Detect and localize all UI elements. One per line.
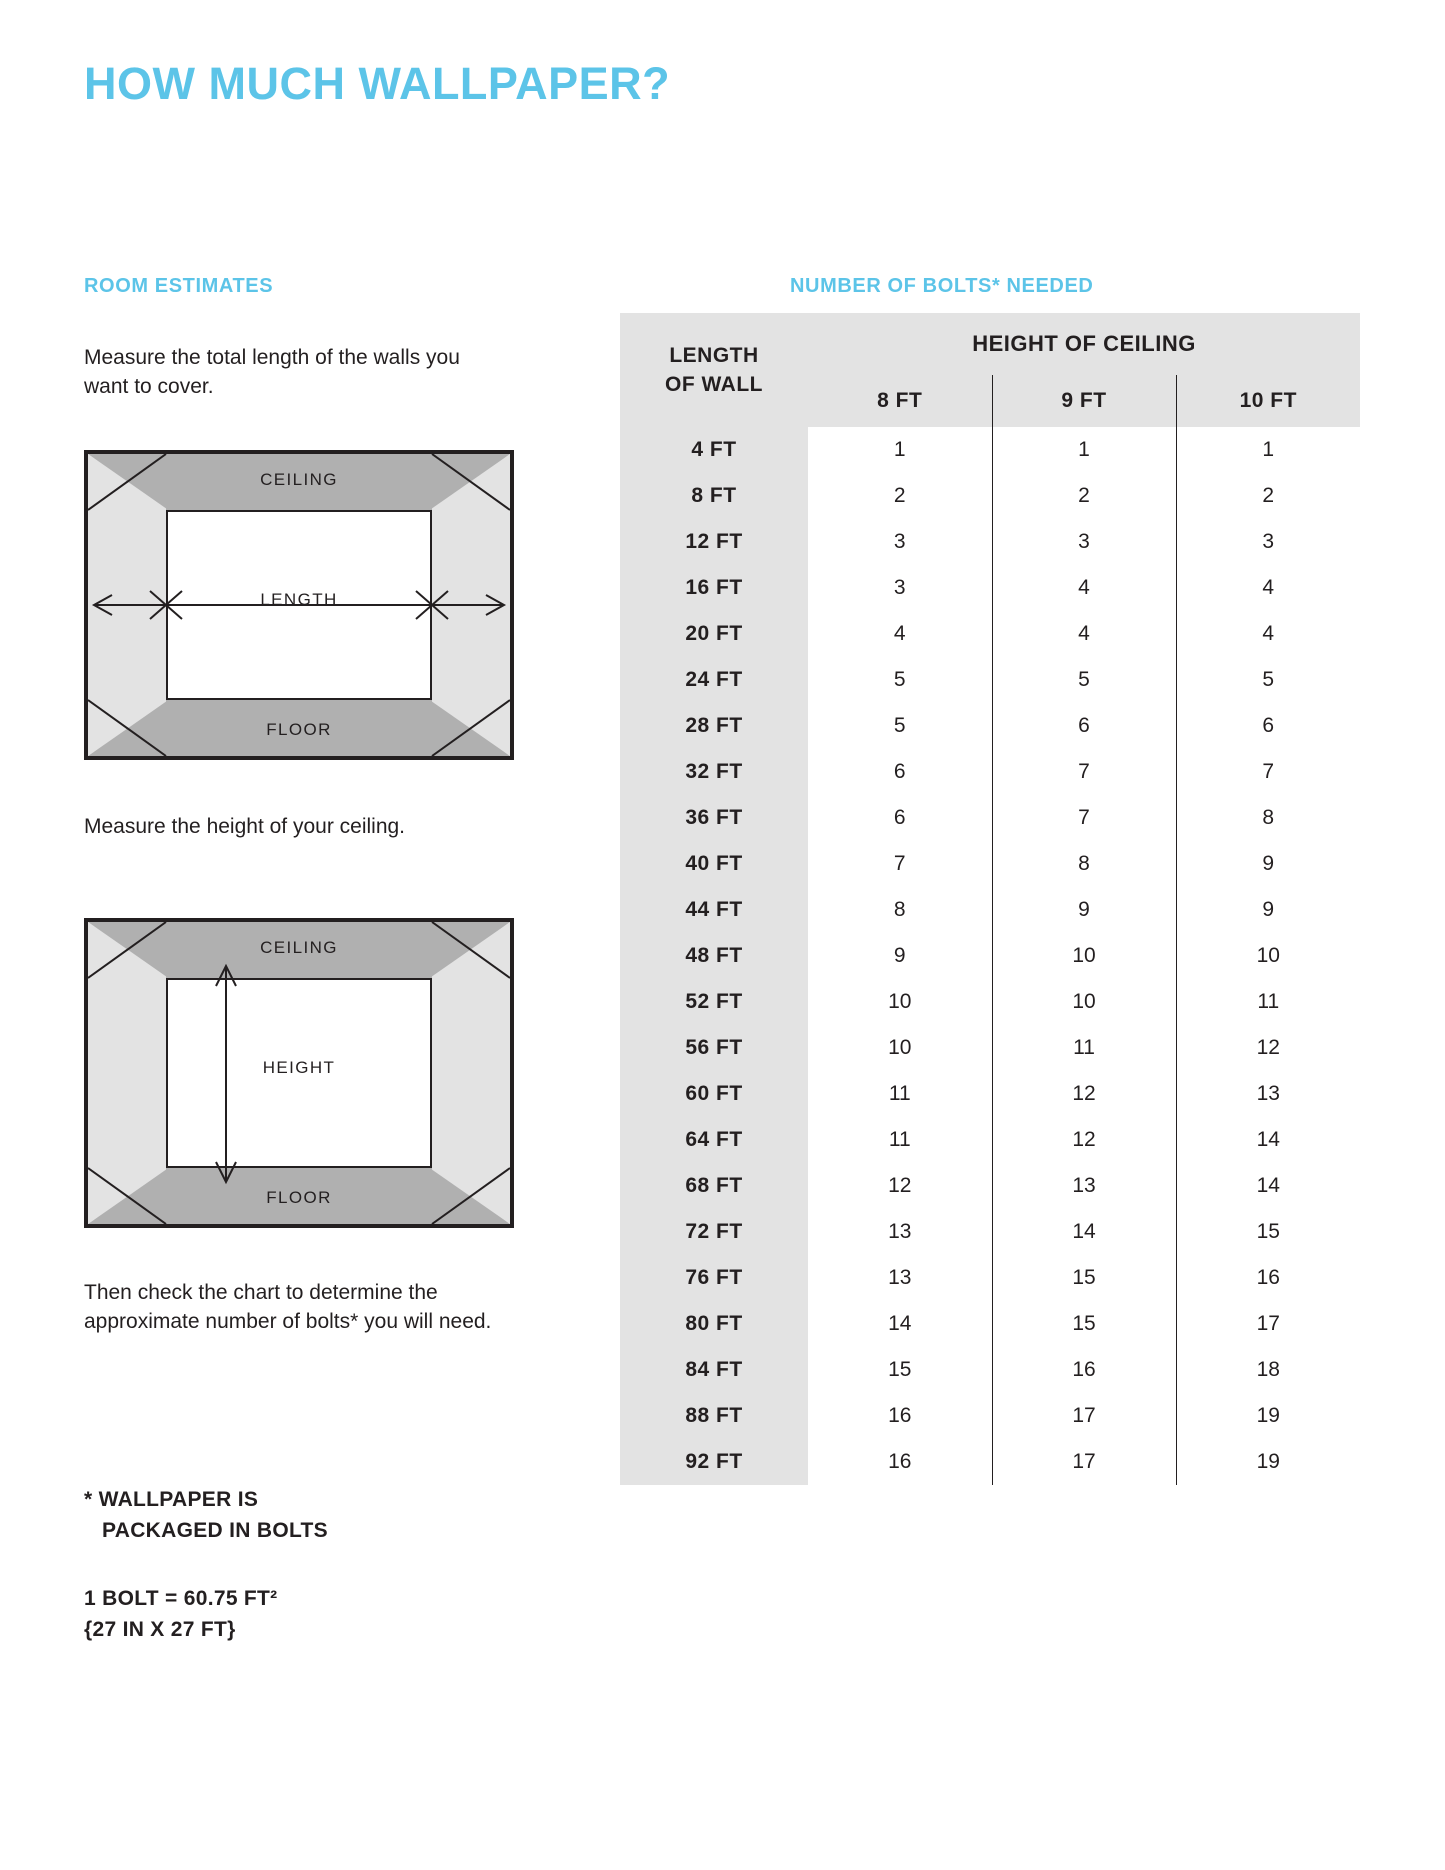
header-col-10ft: 10 FT <box>1176 375 1360 427</box>
cell-bolts-10ft: 13 <box>1176 1071 1360 1117</box>
cell-bolts-10ft: 3 <box>1176 519 1360 565</box>
table-row <box>620 795 1360 841</box>
cell-length-of-wall: 76 FT <box>620 1255 808 1301</box>
header-length-of-wall <box>620 313 808 427</box>
cell-bolts-9ft: 4 <box>992 611 1176 657</box>
cell-length-of-wall: 36 FT <box>620 795 808 841</box>
diagram-label-height: HEIGHT <box>262 1058 336 1077</box>
cell-bolts-9ft: 12 <box>992 1117 1176 1163</box>
table-head <box>620 313 1360 427</box>
cell-length-of-wall: 68 FT <box>620 1163 808 1209</box>
instruction-check-chart: Then check the chart to determine the approximate number of bolts* you will need. <box>84 1281 492 1333</box>
cell-bolts-10ft: 11 <box>1176 979 1360 1025</box>
table-row <box>620 473 1360 519</box>
table-row <box>620 887 1360 933</box>
cell-bolts-8ft: 11 <box>808 1117 992 1163</box>
cell-bolts-9ft: 7 <box>992 749 1176 795</box>
cell-bolts-8ft: 16 <box>808 1439 992 1485</box>
cell-length-of-wall: 72 FT <box>620 1209 808 1255</box>
cell-bolts-9ft: 7 <box>992 795 1176 841</box>
cell-length-of-wall: 28 FT <box>620 703 808 749</box>
diagram-label-ceiling: CEILING <box>260 938 338 957</box>
diagram-label-floor: FLOOR <box>266 720 332 739</box>
cell-length-of-wall: 88 FT <box>620 1393 808 1439</box>
table-row <box>620 703 1360 749</box>
instruction-measure-height: Measure the height of your ceiling. <box>84 815 406 838</box>
cell-bolts-8ft: 7 <box>808 841 992 887</box>
cell-bolts-10ft: 14 <box>1176 1163 1360 1209</box>
cell-bolts-10ft: 17 <box>1176 1301 1360 1347</box>
room-diagram-length <box>84 450 514 760</box>
footnote-bolt-size <box>84 1583 484 1645</box>
table-row <box>620 519 1360 565</box>
cell-length-of-wall: 60 FT <box>620 1071 808 1117</box>
table-row <box>620 1439 1360 1485</box>
cell-bolts-8ft: 1 <box>808 427 992 473</box>
cell-length-of-wall: 92 FT <box>620 1439 808 1485</box>
table-row <box>620 1255 1360 1301</box>
cell-length-of-wall: 56 FT <box>620 1025 808 1071</box>
cell-bolts-10ft: 19 <box>1176 1439 1360 1485</box>
cell-bolts-8ft: 4 <box>808 611 992 657</box>
cell-length-of-wall: 44 FT <box>620 887 808 933</box>
cell-bolts-9ft: 10 <box>992 933 1176 979</box>
cell-length-of-wall: 4 FT <box>620 427 808 473</box>
table-row <box>620 1117 1360 1163</box>
table-body <box>620 427 1360 1485</box>
room-diagram-height <box>84 918 514 1228</box>
cell-bolts-9ft: 17 <box>992 1439 1176 1485</box>
cell-bolts-10ft: 8 <box>1176 795 1360 841</box>
instruction-measure-length: Measure the total length of the walls you want to cover. <box>84 346 460 398</box>
header-height-of-ceiling: HEIGHT OF CEILING <box>808 313 1360 375</box>
cell-bolts-9ft: 15 <box>992 1301 1176 1347</box>
footnote-line-2: PACKAGED IN BOLTS <box>102 1519 328 1542</box>
cell-bolts-9ft: 12 <box>992 1071 1176 1117</box>
cell-bolts-8ft: 10 <box>808 979 992 1025</box>
cell-bolts-10ft: 1 <box>1176 427 1360 473</box>
bolts-table-container <box>620 313 1360 1485</box>
cell-bolts-8ft: 15 <box>808 1347 992 1393</box>
cell-bolts-8ft: 14 <box>808 1301 992 1347</box>
table-header-row-group <box>620 313 1360 375</box>
cell-bolts-9ft: 4 <box>992 565 1176 611</box>
page-title: HOW MUCH WALLPAPER? <box>84 58 671 109</box>
table-row <box>620 1347 1360 1393</box>
cell-bolts-10ft: 9 <box>1176 887 1360 933</box>
cell-bolts-9ft: 13 <box>992 1163 1176 1209</box>
table-row <box>620 1163 1360 1209</box>
cell-length-of-wall: 8 FT <box>620 473 808 519</box>
table-row <box>620 979 1360 1025</box>
cell-bolts-9ft: 8 <box>992 841 1176 887</box>
cell-bolts-9ft: 11 <box>992 1025 1176 1071</box>
cell-bolts-9ft: 1 <box>992 427 1176 473</box>
diagram-label-ceiling: CEILING <box>260 470 338 489</box>
cell-bolts-9ft: 9 <box>992 887 1176 933</box>
cell-length-of-wall: 12 FT <box>620 519 808 565</box>
cell-length-of-wall: 32 FT <box>620 749 808 795</box>
table-row <box>620 1209 1360 1255</box>
cell-length-of-wall: 24 FT <box>620 657 808 703</box>
room-estimates-heading: ROOM ESTIMATES <box>84 275 274 297</box>
table-row <box>620 611 1360 657</box>
cell-bolts-8ft: 10 <box>808 1025 992 1071</box>
footnote-line-3: 1 BOLT = 60.75 FT² <box>84 1587 278 1610</box>
cell-bolts-8ft: 8 <box>808 887 992 933</box>
cell-bolts-8ft: 12 <box>808 1163 992 1209</box>
header-length-line2: OF WALL <box>665 373 763 396</box>
cell-bolts-9ft: 3 <box>992 519 1176 565</box>
table-row <box>620 427 1360 473</box>
bolts-table <box>620 313 1360 1485</box>
table-row <box>620 1301 1360 1347</box>
cell-length-of-wall: 84 FT <box>620 1347 808 1393</box>
table-row <box>620 749 1360 795</box>
cell-bolts-10ft: 16 <box>1176 1255 1360 1301</box>
cell-bolts-10ft: 4 <box>1176 565 1360 611</box>
cell-bolts-8ft: 13 <box>808 1209 992 1255</box>
diagram-label-length: LENGTH <box>260 590 338 609</box>
cell-bolts-9ft: 14 <box>992 1209 1176 1255</box>
cell-length-of-wall: 64 FT <box>620 1117 808 1163</box>
bolts-table-heading: NUMBER OF BOLTS* NEEDED <box>790 275 1094 297</box>
cell-bolts-9ft: 16 <box>992 1347 1176 1393</box>
cell-bolts-8ft: 6 <box>808 749 992 795</box>
cell-bolts-10ft: 10 <box>1176 933 1360 979</box>
cell-bolts-8ft: 2 <box>808 473 992 519</box>
cell-bolts-9ft: 10 <box>992 979 1176 1025</box>
table-row <box>620 657 1360 703</box>
header-length-line1: LENGTH <box>669 344 759 367</box>
cell-bolts-9ft: 17 <box>992 1393 1176 1439</box>
cell-bolts-10ft: 2 <box>1176 473 1360 519</box>
cell-bolts-9ft: 15 <box>992 1255 1176 1301</box>
cell-bolts-10ft: 18 <box>1176 1347 1360 1393</box>
cell-bolts-8ft: 9 <box>808 933 992 979</box>
cell-bolts-10ft: 5 <box>1176 657 1360 703</box>
footnote-line-4: {27 IN X 27 FT} <box>84 1618 236 1641</box>
table-row <box>620 1393 1360 1439</box>
cell-bolts-8ft: 16 <box>808 1393 992 1439</box>
cell-bolts-10ft: 19 <box>1176 1393 1360 1439</box>
cell-bolts-8ft: 3 <box>808 565 992 611</box>
cell-bolts-10ft: 15 <box>1176 1209 1360 1255</box>
cell-bolts-8ft: 5 <box>808 703 992 749</box>
table-row <box>620 565 1360 611</box>
cell-length-of-wall: 80 FT <box>620 1301 808 1347</box>
cell-bolts-10ft: 12 <box>1176 1025 1360 1071</box>
cell-length-of-wall: 48 FT <box>620 933 808 979</box>
cell-bolts-8ft: 6 <box>808 795 992 841</box>
cell-bolts-10ft: 7 <box>1176 749 1360 795</box>
cell-bolts-10ft: 6 <box>1176 703 1360 749</box>
header-col-9ft: 9 FT <box>992 375 1176 427</box>
cell-bolts-10ft: 9 <box>1176 841 1360 887</box>
cell-length-of-wall: 16 FT <box>620 565 808 611</box>
table-row <box>620 1025 1360 1071</box>
cell-bolts-9ft: 5 <box>992 657 1176 703</box>
cell-bolts-10ft: 14 <box>1176 1117 1360 1163</box>
cell-bolts-8ft: 11 <box>808 1071 992 1117</box>
cell-length-of-wall: 52 FT <box>620 979 808 1025</box>
cell-length-of-wall: 20 FT <box>620 611 808 657</box>
cell-bolts-8ft: 3 <box>808 519 992 565</box>
cell-bolts-10ft: 4 <box>1176 611 1360 657</box>
cell-bolts-8ft: 5 <box>808 657 992 703</box>
cell-bolts-9ft: 2 <box>992 473 1176 519</box>
diagram-label-floor: FLOOR <box>266 1188 332 1207</box>
footnote-line-1: * WALLPAPER IS <box>84 1488 259 1511</box>
cell-bolts-8ft: 13 <box>808 1255 992 1301</box>
cell-length-of-wall: 40 FT <box>620 841 808 887</box>
cell-bolts-9ft: 6 <box>992 703 1176 749</box>
table-row <box>620 1071 1360 1117</box>
footnote-packaging <box>84 1484 484 1546</box>
table-row <box>620 933 1360 979</box>
table-row <box>620 841 1360 887</box>
header-col-8ft: 8 FT <box>808 375 992 427</box>
